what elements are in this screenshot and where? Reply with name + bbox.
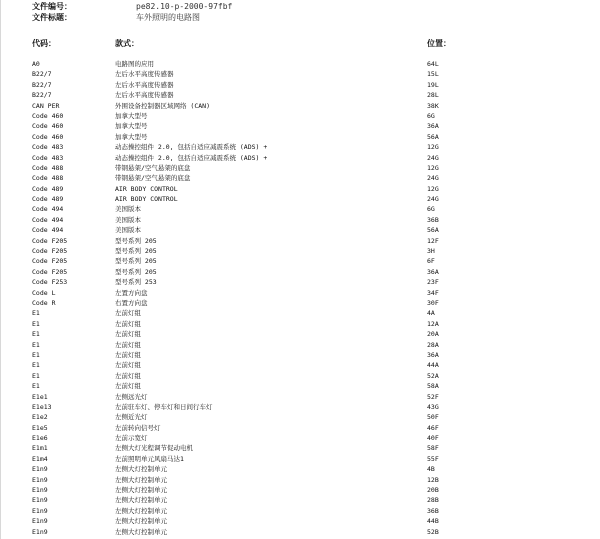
row-name: 左侧大灯光程调节促动电机 [115,444,193,453]
row-name: 左前转向信号灯 [115,423,161,432]
row-name: 左前驻车灯、停车灯和日间行车灯 [115,402,213,411]
row-name: 左前灯组 [115,361,141,370]
row-position: 34F [427,288,439,297]
row-name: 型号系列 205 [115,257,157,266]
row-position: 58A [427,382,439,391]
table-row [0,527,600,537]
row-name: 左前灯组 [115,309,141,318]
row-position: 12B [427,475,439,484]
row-code: E1 [32,350,40,359]
row-code: Code 483 [32,143,64,152]
row-name: 加拿大型号 [115,132,148,141]
table-row [0,308,600,318]
row-code: Code 494 [32,205,64,214]
row-position: 28L [427,91,439,100]
doc-number-label: 文件编号： [32,2,72,11]
row-name: 左侧大灯控制单元 [115,496,167,505]
row-position: 28A [427,340,439,349]
row-position: 6G [427,205,435,214]
table-row [0,371,600,381]
table-row [0,464,600,474]
table-row [0,392,600,402]
table-row [0,402,600,412]
row-name: 带钢悬架/空气悬架的底盘 [115,174,191,183]
row-name: 加拿大型号 [115,122,148,131]
row-code: Code 460 [32,122,64,131]
row-code: E1n9 [32,527,48,536]
row-code: B22/7 [32,70,52,79]
row-name: 左后水平高度传感器 [115,80,174,89]
row-name: 带钢悬架/空气悬架的底盘 [115,163,191,172]
row-name: 型号系列 205 [115,236,157,245]
row-name: 左前灯组 [115,371,141,380]
row-code: Code L [32,288,56,297]
table-row [0,163,600,173]
table-row [0,475,600,485]
table-header [0,38,600,50]
doc-number-value: pe82.10-p-2000-97fbf [136,2,233,11]
row-position: 6F [427,257,435,266]
table-row [0,132,600,142]
row-code: E1e6 [32,434,48,443]
row-position: 55F [427,454,439,463]
row-position: 6G [427,111,435,120]
row-position: 30F [427,298,439,307]
table-row [0,121,600,131]
table-row [0,236,600,246]
row-name: 型号系列 205 [115,247,157,256]
row-code: E1n9 [32,517,48,526]
doc-number-row [32,1,232,12]
row-code: Code F205 [32,257,68,266]
row-position: 36B [427,215,439,224]
table-row [0,485,600,495]
table-row [0,153,600,163]
row-name: 左侧大灯控制单元 [115,527,167,536]
row-name: 左侧大灯控制单元 [115,475,167,484]
row-position: 12G [427,143,439,152]
row-position: 28B [427,496,439,505]
row-name: 左侧大灯控制单元 [115,486,167,495]
row-name: 加拿大型号 [115,111,148,120]
row-position: 19L [427,80,439,89]
table-row [0,59,600,69]
row-name: 左侧大灯控制单元 [115,465,167,474]
row-code: E1e13 [32,402,52,411]
row-name: 左前灯组 [115,319,141,328]
table-row [0,256,600,266]
row-position: 12G [427,184,439,193]
doc-title-label: 文件标题： [32,13,72,22]
row-position: 36B [427,506,439,515]
row-name: 美国版本 [115,215,141,224]
row-name: 型号系列 253 [115,278,157,287]
row-code: E1 [32,382,40,391]
row-code: Code F205 [32,267,68,276]
table-row [0,381,600,391]
table-row [0,495,600,505]
row-code: Code F205 [32,247,68,256]
row-code: A0 [32,60,40,68]
row-name: AIR BODY CONTROL [115,195,178,204]
row-code: E1m1 [32,444,48,453]
row-position: 56A [427,132,439,141]
row-position: 46F [427,423,439,432]
row-position: 56A [427,226,439,235]
row-position: 12F [427,236,439,245]
row-code: CAN PER [32,101,60,110]
row-position: 52A [427,371,439,380]
row-code: E1 [32,371,40,380]
row-code: Code 460 [32,132,64,141]
row-code: E1 [32,319,40,328]
row-name: 动态操控组件 2.0, 包括自适应减震系统 (ADS) + [115,143,268,152]
table-row [0,454,600,464]
row-name: 外围设备控制器区域网络 (CAN) [115,101,210,110]
row-code: Code 489 [32,184,64,193]
row-position: 36A [427,267,439,276]
table-row [0,433,600,443]
row-position: 50F [427,413,439,422]
row-name: 左前示宽灯 [115,434,148,443]
table-row [0,423,600,433]
table-row [0,142,600,152]
table-row [0,80,600,90]
doc-title-row [32,12,232,23]
row-position: 4B [427,465,435,474]
table-row [0,319,600,329]
row-code: E1 [32,361,40,370]
row-name: 动态操控组件 2.0, 包括自适应减震系统 (ADS) + [115,153,268,162]
row-position: 12G [427,163,439,172]
table-row [0,69,600,79]
row-position: 15L [427,70,439,79]
row-code: Code 494 [32,215,64,224]
row-position: 38K [427,101,439,110]
row-name: 左侧近光灯 [115,413,148,422]
row-name: 左前灯组 [115,330,141,339]
row-code: Code 488 [32,174,64,183]
row-position: 44A [427,361,439,370]
row-name: 电路图的应用 [115,60,154,68]
row-position: 52F [427,392,439,401]
table-row [0,246,600,256]
table-row [0,506,600,516]
header-position: 位置： [427,39,451,48]
row-code: E1n9 [32,465,48,474]
row-position: 40F [427,434,439,443]
row-name: 左前照明单元风扇马达1 [115,454,184,463]
row-name: 右置方向盘 [115,298,148,307]
row-code: B22/7 [32,91,52,100]
row-code: Code 488 [32,163,64,172]
table-row [0,173,600,183]
row-position: 12A [427,319,439,328]
row-code: E1 [32,330,40,339]
table-row [0,184,600,194]
table-row [0,267,600,277]
component-list [0,59,600,537]
row-position: 23F [427,278,439,287]
row-code: Code F205 [32,236,68,245]
row-code: B22/7 [32,80,52,89]
row-code: E1 [32,309,40,318]
row-code: E1n9 [32,496,48,505]
table-row [0,111,600,121]
row-position: 44B [427,517,439,526]
row-code: E1 [32,340,40,349]
row-position: 43G [427,402,439,411]
row-name: AIR BODY CONTROL [115,184,178,193]
row-code: E1n9 [32,486,48,495]
header-code: 代码： [32,39,56,48]
row-name: 左置方向盘 [115,288,148,297]
row-position: 24G [427,195,439,204]
row-code: E1n9 [32,506,48,515]
row-position: 64L [427,60,439,68]
row-code: E1e1 [32,392,48,401]
row-name: 左侧大灯控制单元 [115,506,167,515]
table-row [0,225,600,235]
row-code: Code 489 [32,195,64,204]
row-position: 4A [427,309,435,318]
table-row [0,288,600,298]
row-position: 36A [427,350,439,359]
table-row [0,298,600,308]
row-name: 美国版本 [115,226,141,235]
document-meta [32,1,232,23]
doc-title-value: 车外照明的电路图 [136,13,200,22]
row-position: 36A [427,122,439,131]
row-code: E1m4 [32,454,48,463]
row-name: 左后水平高度传感器 [115,70,174,79]
table-row [0,194,600,204]
row-code: E1e5 [32,423,48,432]
row-code: Code 460 [32,111,64,120]
row-name: 左侧远光灯 [115,392,148,401]
row-name: 左后水平高度传感器 [115,91,174,100]
row-position: 20A [427,330,439,339]
table-row [0,350,600,360]
row-position: 3H [427,247,435,256]
table-row [0,204,600,214]
table-row [0,215,600,225]
row-name: 型号系列 205 [115,267,157,276]
row-code: Code R [32,298,56,307]
row-name: 美国版本 [115,205,141,214]
row-name: 左前灯组 [115,382,141,391]
row-position: 58F [427,444,439,453]
row-name: 左侧大灯控制单元 [115,517,167,526]
row-position: 24G [427,153,439,162]
table-row [0,360,600,370]
table-row [0,101,600,111]
header-name: 款式： [115,39,139,48]
row-code: E1n9 [32,475,48,484]
row-position: 24G [427,174,439,183]
row-code: Code 494 [32,226,64,235]
table-row [0,412,600,422]
table-row [0,277,600,287]
row-code: E1e2 [32,413,48,422]
row-code: Code F253 [32,278,68,287]
table-row [0,90,600,100]
table-row [0,516,600,526]
table-row [0,329,600,339]
table-row [0,340,600,350]
row-name: 左前灯组 [115,340,141,349]
row-position: 52B [427,527,439,536]
row-code: Code 483 [32,153,64,162]
row-name: 左前灯组 [115,350,141,359]
row-position: 20B [427,486,439,495]
table-row [0,443,600,453]
